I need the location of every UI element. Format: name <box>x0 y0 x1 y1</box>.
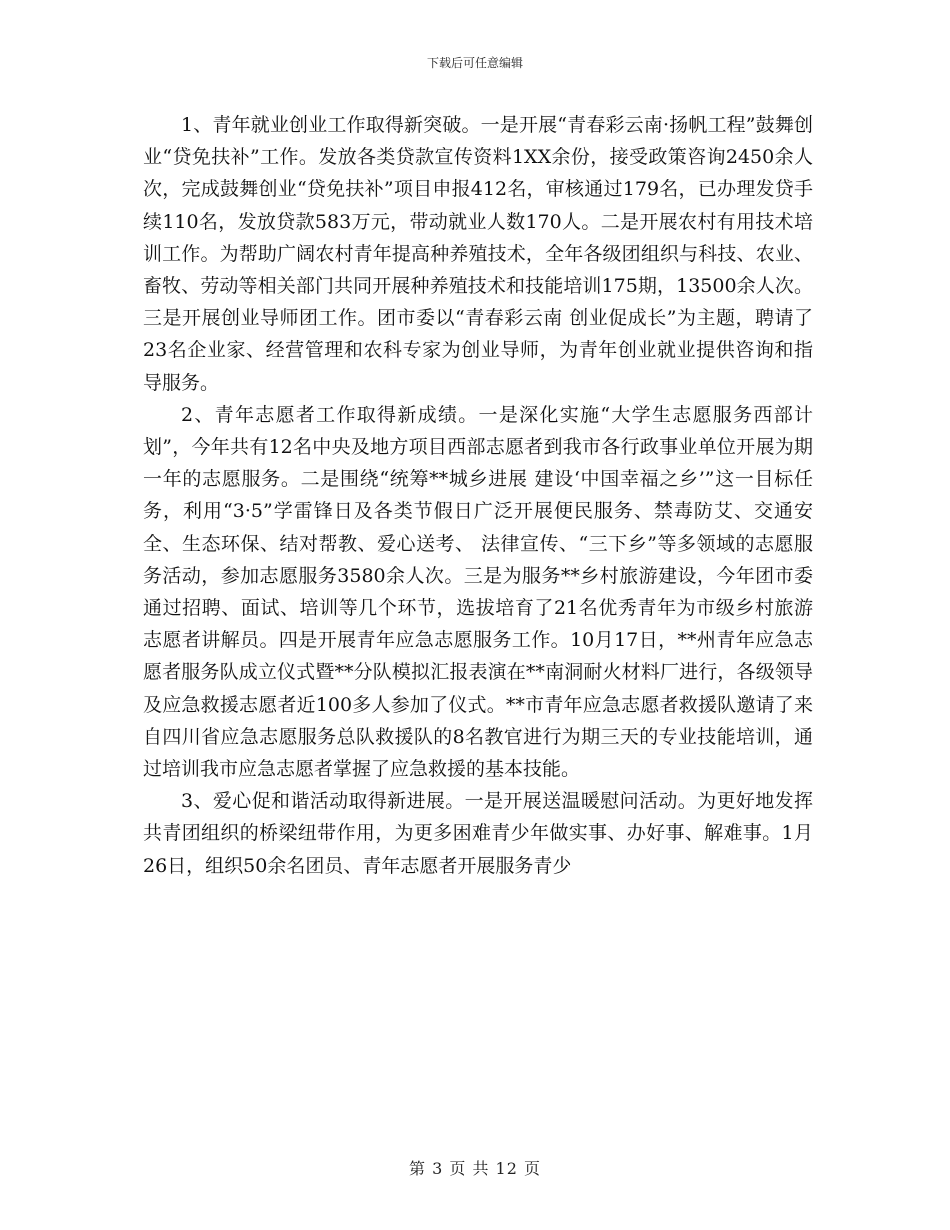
page-footer: 第 3 页 共 12 页 <box>409 1159 541 1178</box>
paragraph-charity: 3、爱心促和谐活动取得新进展。一是开展送温暖慰问活动。为更好地发挥共青团组织的桥梁纽带作用，为更多困难青少年做实事、办好事、解难事。1月26日，组织50余名团员、青年志愿者开展服务青少 <box>143 790 813 877</box>
page-header: 下载后可任意编辑 <box>426 56 523 70</box>
paragraph-volunteers: 2、青年志愿者工作取得新成绩。一是深化实施“大学生志愿服务西部计划”，今年共有12名中央及地方项目西部志愿者到我市各行政事业单位开展为期一年的志愿服务。二是围绕“统筹**城乡进展 建设‘中国幸福之乡’”这一目标任务，利用“3·5”学雷锋日及各类节假日广泛开展便民服务、禁毒防艾、交通安全、生态环保、结对帮教、爱心送考、 法律宣传、“三下乡”等多领域的志愿服务活动，参加志愿服务3580余人次。三是为服务**乡村旅游建设，今年团市委通过招聘、面试、培训等几个环节，选拔培育了21名优秀青年为市级乡村旅游志愿者讲解员。四是开展青年应急志愿服务工作。10月17日，**州青年应急志愿者服务队成立仪式暨**分队模拟汇报表演在**南洞耐火材料厂进行，各级领导及应急救援志愿者近100多人参加了仪式。**市青年应急志愿者救援队邀请了来自四川省应急志愿服务总队救援队的8名教官进行为期三天的专业技能培训，通过培训我市应急志愿者掌握了应急救援的基本技能。 <box>143 403 813 781</box>
paragraph-employment: 1、青年就业创业工作取得新突破。一是开展“青春彩云南·扬帆工程”鼓舞创业“贷免扶补”工作。发放各类贷款宣传资料1XX余份，接受政策咨询2450余人次，完成鼓舞创业“贷免扶补”项目申报412名，审核通过179名，已办理发贷手续110名，发放贷款583万元，带动就业人数170人。二是开展农村有用技术培训工作。为帮助广阔农村青年提高种养殖技术，全年各级团组织与科技、农业、畜牧、劳动等相关部门共同开展种养殖技术和技能培训175期，13500余人次。三是开展创业导师团工作。团市委以“青春彩云南 创业促成长”为主题，聘请了23名企业家、经营管理和农科专家为创业导师，为青年创业就业提供咨询和指导服务。 <box>143 114 813 394</box>
body-text <box>143 109 813 882</box>
